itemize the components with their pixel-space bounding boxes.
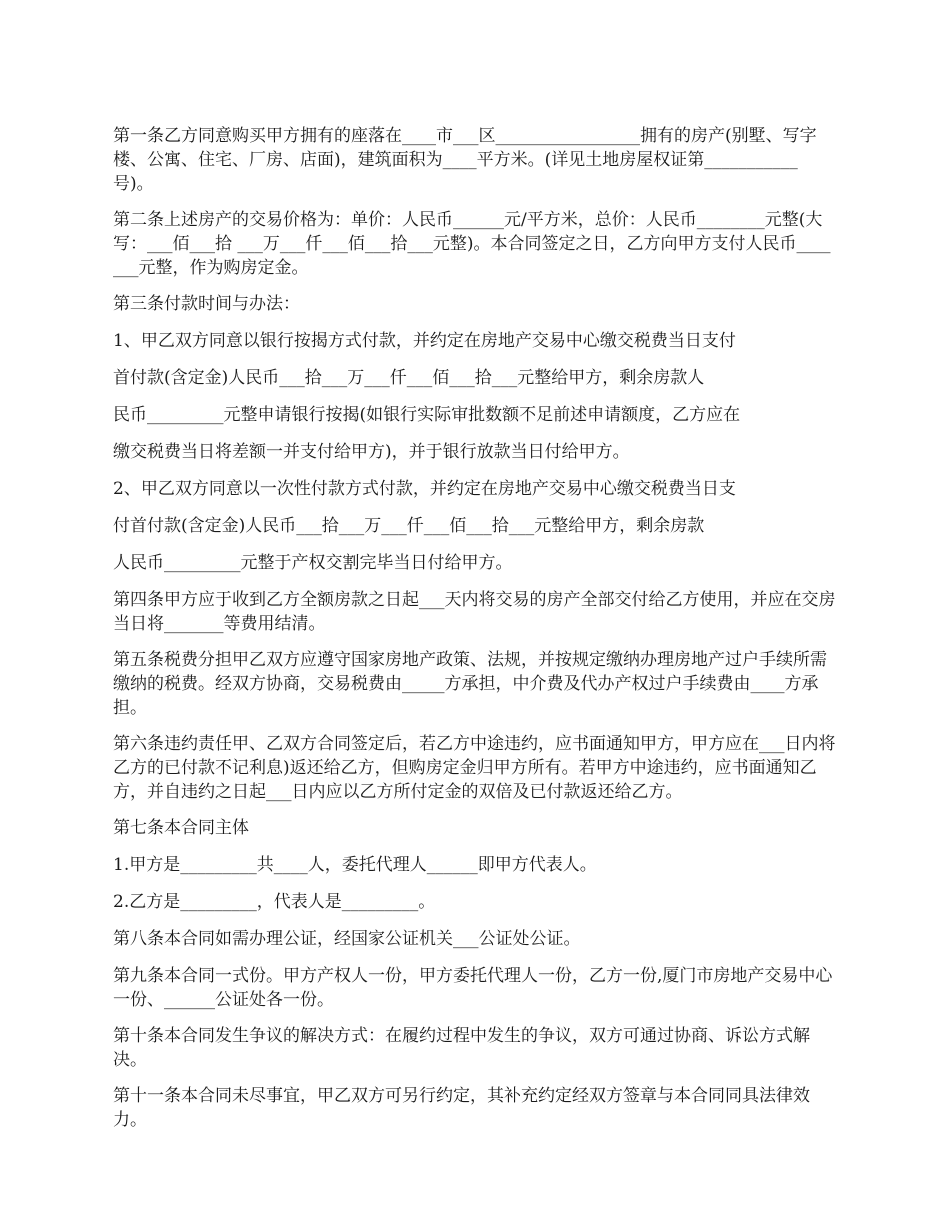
clause-1: 第一条乙方同意购买甲方拥有的座落在____市___区_________________拥有的房产(别墅、写字楼、公寓、住宅、厂房、店面)，建筑面积为____平方米。(详见土地房屋权证第___________号)。 bbox=[113, 126, 817, 194]
clause-3-item-1-line-2: 首付款(含定金)人民币___拾___万___仟___佰___拾___元整给甲方，剩余房款人 bbox=[113, 368, 705, 388]
clause-9: 第九条本合同一式份。甲方产权人一份，甲方委托代理人一份，乙方一份,厦门市房地产交易中心一份、______公证处各一份。 bbox=[113, 966, 833, 1010]
clause-7-party-a: 1.甲方是_________共____人，委托代理人______即甲方代表人。 bbox=[113, 855, 597, 875]
clause-3-heading: 第三条付款时间与办法： bbox=[113, 294, 300, 314]
clause-4: 第四条甲方应于收到乙方全额房款之日起___天内将交易的房产全部交付给乙方使用，并应在交房当日将_______等费用结清。 bbox=[113, 590, 836, 634]
clause-7-party-b: 2.乙方是_________，代表人是_________。 bbox=[113, 892, 436, 912]
clause-6: 第六条违约责任甲、乙双方合同签定后，若乙方中途违约，应书面通知甲方，甲方应在___日内将乙方的已付款不记利息)返还给乙方，但购房定金归甲方所有。若甲方中途违约，应书面通知乙方，并自违约之日起___日内应以乙方所付定金的双倍及已付款返还给乙方。 bbox=[113, 734, 836, 802]
clause-3-item-1-line-3: 民币_________元整申请银行按揭(如银行实际审批数额不足前述申请额度，乙方应在 bbox=[113, 405, 741, 425]
clause-5: 第五条税费分担甲乙双方应遵守国家房地产政策、法规，并按规定缴纳办理房地产过户手续所需缴纳的税费。经双方协商，交易税费由_____方承担，中介费及代办产权过户手续费由____方承担。 bbox=[113, 650, 827, 718]
clause-3-item-2-line-1: 2、甲乙双方同意以一次性付款方式付款，并约定在房地产交易中心缴交税费当日支 bbox=[113, 479, 736, 499]
clause-10: 第十条本合同发生争议的解决方式：在履约过程中发生的争议，双方可通过协商、诉讼方式解决。 bbox=[113, 1026, 810, 1070]
clause-3-item-1-line-4: 缴交税费当日将差额一并支付给甲方)，并于银行放款当日付给甲方。 bbox=[113, 442, 630, 462]
clause-3-item-2-line-3: 人民币_________元整于产权交割完毕当日付给甲方。 bbox=[113, 553, 513, 573]
contract-body bbox=[113, 124, 837, 1144]
clause-7-heading: 第七条本合同主体 bbox=[113, 818, 249, 838]
clause-8: 第八条本合同如需办理公证，经国家公证机关___公证处公证。 bbox=[113, 929, 581, 949]
clause-11: 第十一条本合同未尽事宜，甲乙双方可另行约定，其补充约定经双方签章与本合同同具法律效力。 bbox=[113, 1086, 810, 1130]
clause-3-item-2-line-2: 付首付款(含定金)人民币___拾___万___仟___佰___拾___元整给甲方，剩余房款 bbox=[113, 516, 705, 536]
clause-2: 第二条上述房产的交易价格为：单价：人民币______元/平方米，总价：人民币________元整(大写：___佰___拾 ___万___仟___佰___拾___元整)。本合同签定之日，乙方向甲方支付人民币_______元整，作为购房定金。 bbox=[113, 210, 831, 278]
clause-3-item-1-line-1: 1、甲乙双方同意以银行按揭方式付款，并约定在房地产交易中心缴交税费当日支付 bbox=[113, 331, 736, 351]
